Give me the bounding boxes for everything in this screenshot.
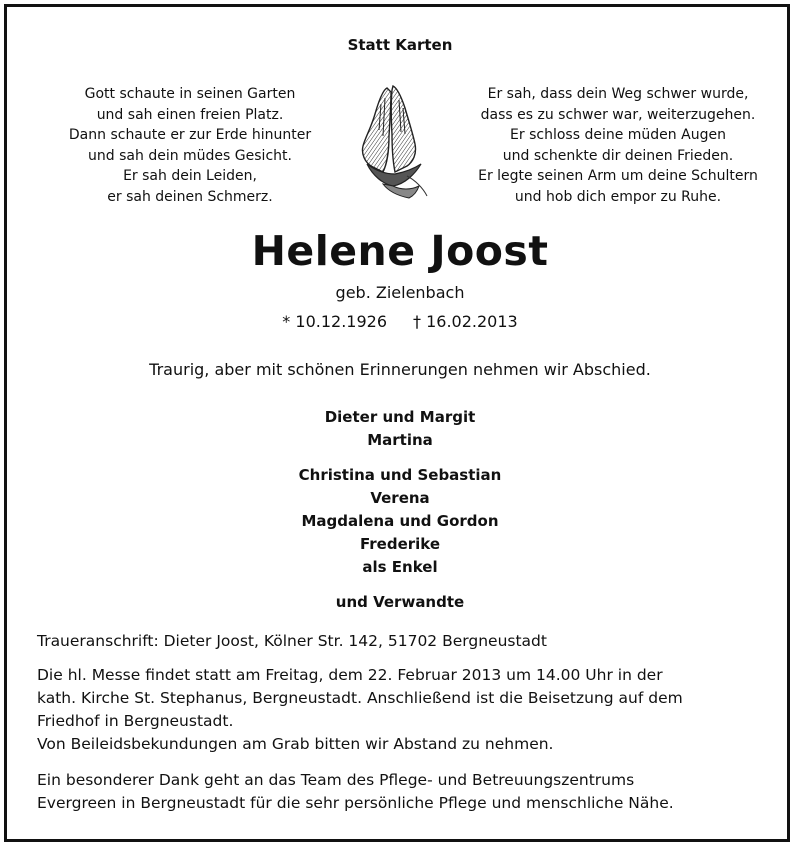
funeral-mass-info <box>37 664 762 756</box>
death-date: † 16.02.2013 <box>413 312 518 331</box>
thanks-line: Evergreen in Bergneustadt für die sehr persönliche Pflege und menschliche Nähe. <box>37 794 674 812</box>
family-line: Magdalena und Gordon <box>301 512 499 530</box>
family-line: Dieter und Margit <box>324 408 476 426</box>
mass-line: Von Beileidsbekundungen am Grab bitten wir Abstand zu nehmen. <box>37 735 554 753</box>
notice-header: Statt Karten <box>347 36 453 54</box>
farewell-motto: Traurig, aber mit schönen Erinnerungen nehmen wir Abschied. <box>149 360 651 379</box>
poem-line: Er sah dein Leiden, <box>123 168 257 184</box>
poem-line: er sah deinen Schmerz. <box>107 188 273 205</box>
poem-left <box>40 84 340 207</box>
poem-line: Er sah, dass dein Weg schwer wurde, <box>487 86 749 102</box>
praying-hands-icon <box>343 80 443 205</box>
family-line: Martina <box>367 431 433 449</box>
thanks-note <box>37 769 762 815</box>
poem-line: und sah einen freien Platz. <box>96 106 284 123</box>
poem-line: Gott schaute in seinen Garten <box>84 86 296 102</box>
family-line: und Verwandte <box>335 593 465 611</box>
maiden-name: geb. Zielenbach <box>335 283 465 302</box>
thanks-line: Ein besonderer Dank geht an das Team des Pflege- und Betreuungszentrums <box>37 771 635 789</box>
deceased-name: Helene Joost <box>251 227 549 275</box>
family-line: Verena <box>370 489 430 507</box>
poem-right <box>458 84 778 207</box>
family-list <box>0 406 800 614</box>
family-line: Christina und Sebastian <box>298 466 502 484</box>
poem-line: Er schloss deine müden Augen <box>510 127 726 143</box>
mass-line: Die hl. Messe findet statt am Freitag, dem 22. Februar 2013 um 14.00 Uhr in der <box>37 666 663 684</box>
poem-line: Er legte seinen Arm um deine Schultern <box>478 168 758 184</box>
life-dates <box>0 312 800 331</box>
poem-line: und schenkte dir deinen Frieden. <box>502 147 734 164</box>
birth-date: * 10.12.1926 <box>282 312 387 331</box>
poem-line: Dann schaute er zur Erde hinunter <box>68 127 312 143</box>
poem-line: und sah dein müdes Gesicht. <box>88 147 292 164</box>
mass-line: kath. Kirche St. Stephanus, Bergneustadt. Anschließend ist die Beisetzung auf dem <box>37 689 683 707</box>
mourning-address: Traueranschrift: Dieter Joost, Kölner Str. 142, 51702 Bergneustadt <box>37 632 547 650</box>
mass-line: Friedhof in Bergneustadt. <box>37 712 234 730</box>
family-line: als Enkel <box>362 558 438 576</box>
poem-line: dass es zu schwer war, weiterzugehen. <box>480 106 756 123</box>
poem-line: und hob dich empor zu Ruhe. <box>514 188 722 205</box>
family-line: Frederike <box>359 535 441 553</box>
